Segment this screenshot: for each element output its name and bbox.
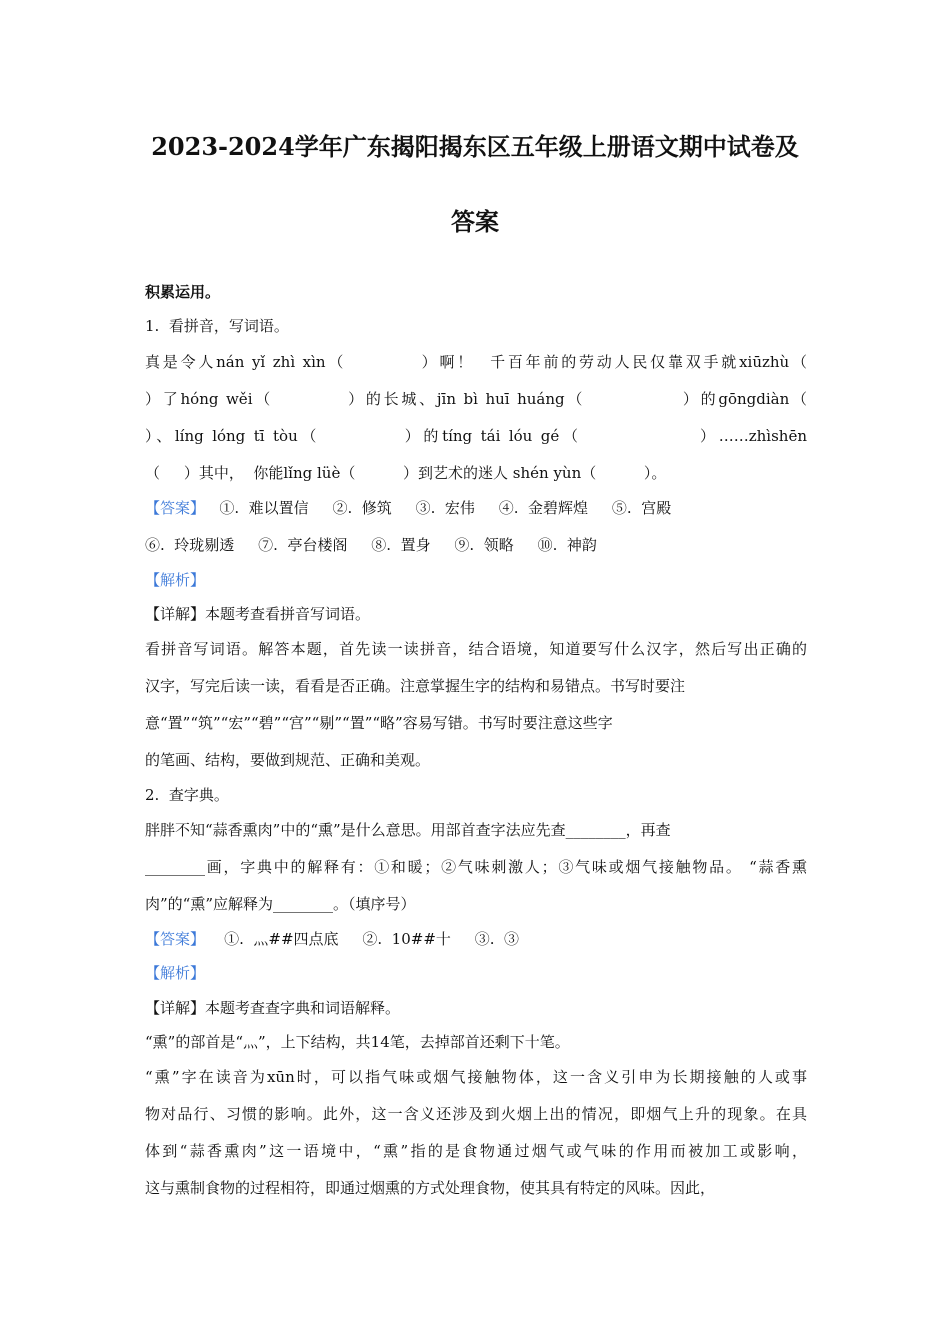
- section-heading: 积累运用。: [145, 283, 221, 301]
- q1-line: ）、líng lóng tī tòu（ ）的tíng tái lóu gé（ ）……zhìshēn: [145, 427, 807, 445]
- answer-tag: 【答案】: [145, 499, 206, 517]
- q1-line: 真是令人nán yǐ zhì xìn（ ）啊！ 千百年前的劳动人民仅靠双手就xiūzhù（: [145, 353, 807, 371]
- q1-line: （ ）其中， 你能lǐng lüè（ ）到艺术的迷人 shén yùn（ ）。: [145, 464, 667, 482]
- answer-text: ①. 灬##四点底 ②. 10##十 ③. ③: [205, 930, 520, 948]
- detail-line: 【详解】本题考查查字典和词语解释。: [145, 999, 401, 1017]
- doc-title-line2: 答案: [451, 207, 499, 236]
- explain-line: 这与熏制食物的过程相符，即通过烟熏的方式处理食物，使其具有特定的风味。因此，: [145, 1179, 716, 1197]
- doc-title-line1: 2023-2024学年广东揭阳揭东区五年级上册语文期中试卷及: [151, 132, 799, 161]
- analysis-tag: 【解析】: [145, 571, 206, 589]
- explain-line: “熏”的部首是“灬”，上下结构，共14笔，去掉部首还剩下十笔。: [145, 1033, 570, 1051]
- q1-line: ）了hóng wěi（ ）的长城、jīn bì huī huáng（ ）的gōngdiàn（: [145, 390, 807, 408]
- q2-line: 胖胖不知“蒜香熏肉”中的“熏”是什么意思。用部首查字法应先查________，再查: [145, 821, 671, 839]
- q2-heading: 2. 查字典。: [145, 786, 229, 804]
- analysis-tag: 【解析】: [145, 964, 206, 982]
- q2-line: 肉”的“熏”应解释为________。（填序号）: [145, 895, 416, 913]
- explain-line: 意“置”“筑”“宏”“碧”“宫”“剔”“置”“略”容易写错。书写时要注意这些字: [145, 714, 613, 732]
- q1-answer-cont: ⑥. 玲珑剔透 ⑦. 亭台楼阁 ⑧. 置身 ⑨. 领略 ⑩. 神韵: [145, 536, 597, 554]
- explain-line: 物对品行、习惯的影响。此外，这一含义还涉及到火烟上出的情况，即烟气上升的现象。在具: [145, 1105, 807, 1123]
- q1-heading: 1. 看拼音，写词语。: [145, 317, 289, 335]
- q2-answer: [145, 929, 807, 949]
- explain-line: 汉字，写完后读一读，看看是否正确。注意掌握生字的结构和易错点。书写时要注: [145, 677, 686, 695]
- detail-line: 【详解】本题考查看拼音写词语。: [145, 605, 371, 623]
- explain-line: “熏”字在读音为xūn时，可以指气味或烟气接触物体，这一含义引申为长期接触的人或事: [145, 1068, 807, 1086]
- q1-answer: [145, 498, 807, 518]
- q2-line: ________画，字典中的解释有：①和暖；②气味刺激人；③气味或烟气接触物品。 “蒜香熏: [145, 858, 807, 876]
- explain-line: 体到“蒜香熏肉”这一语境中，“熏”指的是食物通过烟气或气味的作用而被加工或影响，: [145, 1142, 807, 1160]
- explain-line: 的笔画、结构，要做到规范、正确和美观。: [145, 751, 431, 769]
- answer-text: ①. 难以置信 ②. 修筑 ③. 宏伟 ④. 金碧辉煌 ⑤. 宫殿: [205, 499, 672, 517]
- answer-tag: 【答案】: [145, 930, 206, 948]
- explain-line: 看拼音写词语。解答本题，首先读一读拼音，结合语境，知道要写什么汉字，然后写出正确的: [145, 640, 807, 658]
